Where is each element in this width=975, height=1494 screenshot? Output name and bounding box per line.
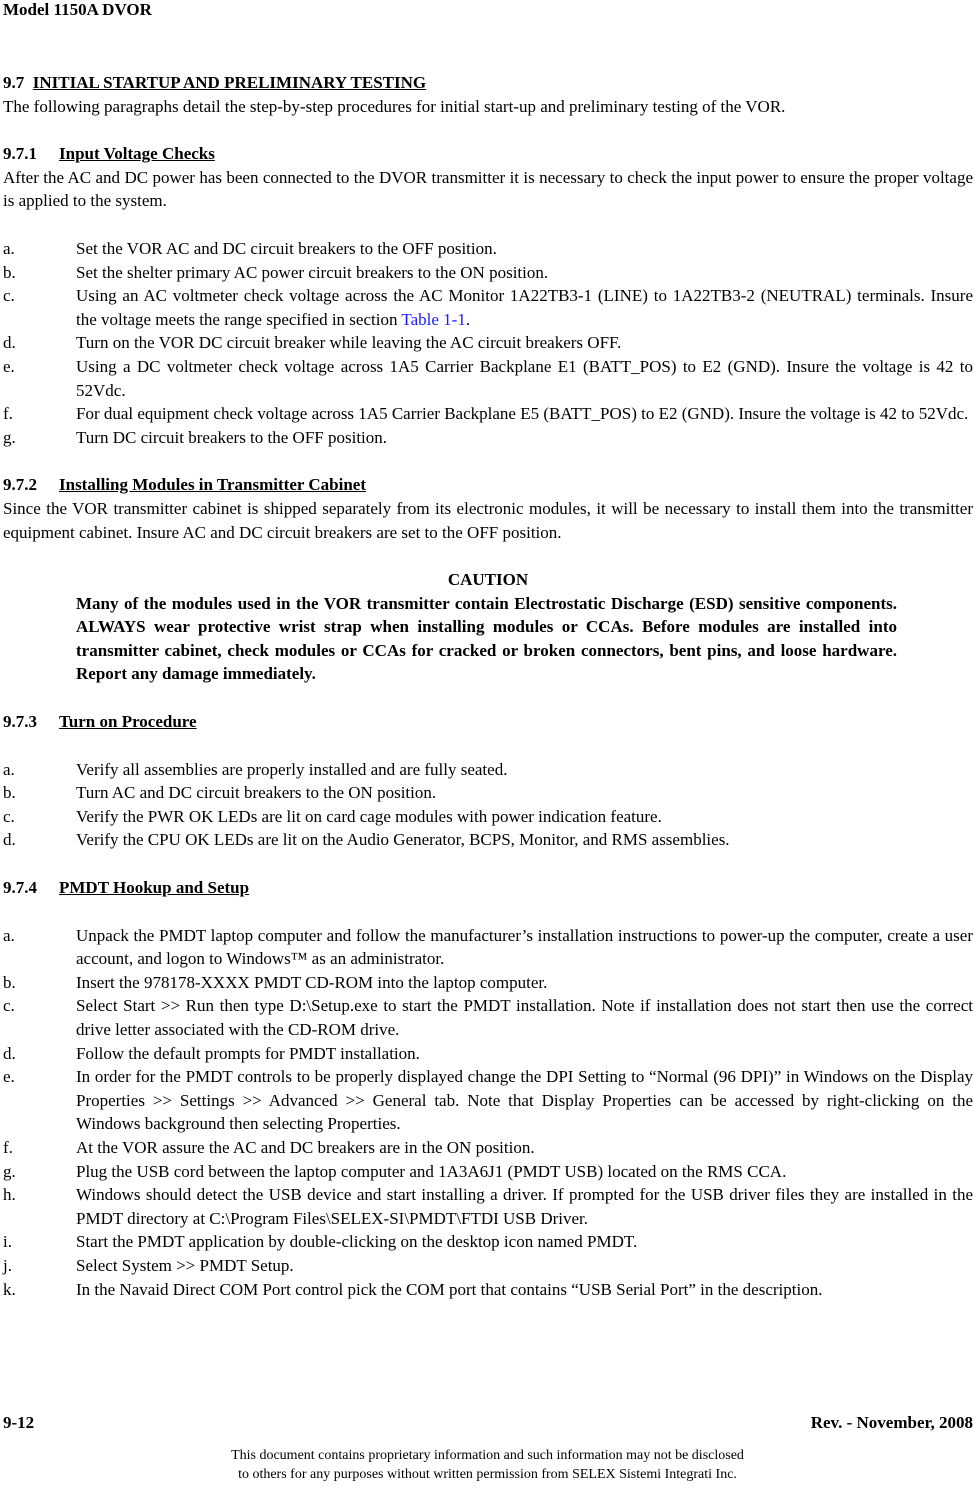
list-item: a. Unpack the PMDT laptop computer and follow the manufacturer’s installation instructions to power-up the computer, create a user account, and logon to Windows™ as an administrator. bbox=[3, 925, 973, 969]
list-item: b. Turn AC and DC circuit breakers to the ON position. bbox=[3, 783, 437, 803]
revision-date: Rev. - November, 2008 bbox=[810, 1413, 973, 1432]
subsection-intro: Since the VOR transmitter cabinet is shipped separately from its electronic modules, it will be necessary to install them into the transmitter equipment cabinet. Insure AC and DC circuit breakers are set to the OFF position. bbox=[3, 498, 973, 542]
list-item: b. Set the shelter primary AC power circuit breakers to the ON position. bbox=[3, 262, 549, 282]
list-item: g. Plug the USB cord between the laptop computer and 1A3A6J1 (PMDT USB) located on the RMS CCA. bbox=[3, 1161, 787, 1181]
section-title: INITIAL STARTUP AND PRELIMINARY TESTING bbox=[32, 73, 427, 92]
caution-title: CAUTION bbox=[447, 570, 529, 590]
list-item: c. Using an AC voltmeter check voltage across the AC Monitor 1A22TB3-1 (LINE) to 1A22TB3-2 (NEUTRAL) terminals. Insure the voltage meets the range specified in section Table 1-1. bbox=[3, 286, 973, 329]
subsection-number: 9.7.3 bbox=[3, 712, 37, 732]
document-header: Model 1150A DVOR bbox=[3, 0, 152, 19]
subsection-title: PMDT Hookup and Setup bbox=[59, 878, 250, 898]
subsection-heading-pmdt-setup bbox=[3, 876, 973, 900]
subsection-title: Input Voltage Checks bbox=[59, 144, 215, 164]
list-item: g. Turn DC circuit breakers to the OFF position. bbox=[3, 427, 388, 447]
list-item: a. Verify all assemblies are properly installed and are fully seated. bbox=[3, 759, 508, 779]
page-footer bbox=[3, 1411, 973, 1435]
list-item: k. In the Navaid Direct COM Port control pick the COM port that contains “USB Serial Port” in the description. bbox=[3, 1279, 823, 1299]
list-item: e. In order for the PMDT controls to be properly displayed change the DPI Setting to “Normal (96 DPI)” in Windows on the Display Properties >> Settings >> Advanced >> General tab. Note that Display Properties can be accessed by right-clicking on the Windows background then selecting Properties. bbox=[3, 1067, 973, 1134]
subsection-heading-turn-on bbox=[3, 710, 973, 734]
subsection-intro: After the AC and DC power has been connected to the DVOR transmitter it is necessary to check the input power to ensure the proper voltage is applied to the system. bbox=[3, 167, 973, 211]
page-content bbox=[3, 71, 973, 1301]
subsection-number: 9.7.1 bbox=[3, 144, 37, 164]
subsection-title: Turn on Procedure bbox=[59, 712, 197, 732]
turn-on-steps bbox=[3, 758, 973, 852]
caution-text: Many of the modules used in the VOR transmitter contain Electrostatic Discharge (ESD) sensitive components. ALWAYS wear protective wrist strap when installing modules or CCAs. Before modules are installed into transmitter cabinet, check modules or CCAs for cracked or broken connectors, bent pins, and loose hardware. Report any damage immediately. bbox=[76, 593, 897, 684]
list-item: b. Insert the 978178-XXXX PMDT CD-ROM into the laptop computer. bbox=[3, 972, 548, 992]
list-item: h. Windows should detect the USB device and start installing a driver. If prompted for the USB driver files they are installed in the PMDT directory at C:\Program Files\SELEX-SI\PMDT\FTDI USB Driver. bbox=[3, 1185, 973, 1228]
subsection-number: 9.7.2 bbox=[3, 475, 37, 495]
list-item: e. Using a DC voltmeter check voltage across 1A5 Carrier Backplane E1 (BATT_POS) to E2 (GND). Insure the voltage is 42 to 52Vdc. bbox=[3, 356, 973, 400]
list-item: d. Turn on the VOR DC circuit breaker while leaving the AC circuit breakers OFF. bbox=[3, 333, 622, 353]
list-item: i. Start the PMDT application by double-clicking on the desktop icon named PMDT. bbox=[3, 1232, 638, 1252]
subsection-number: 9.7.4 bbox=[3, 878, 37, 898]
subsection-title: Installing Modules in Transmitter Cabinet bbox=[59, 475, 366, 495]
section-heading bbox=[3, 71, 973, 95]
section-intro: The following paragraphs detail the step-by-step procedures for initial start-up and preliminary testing of the VOR. bbox=[3, 96, 786, 116]
section-number: 9.7 bbox=[3, 73, 25, 92]
list-item: j. Select System >> PMDT Setup. bbox=[3, 1255, 294, 1275]
list-item: f. At the VOR assure the AC and DC breakers are in the ON position. bbox=[3, 1137, 535, 1157]
proprietary-notice: This document contains proprietary information and such information may not be disclosed to others for any purposes without written permission from SELEX Sistemi Integrati Inc. bbox=[231, 1448, 744, 1482]
page-number: 9-12 bbox=[3, 1413, 35, 1432]
list-item: c. Select Start >> Run then type D:\Setup.exe to start the PMDT installation. Note if installation does not start then use the correct drive letter associated with the CD-ROM drive. bbox=[3, 996, 973, 1039]
input-voltage-steps bbox=[3, 237, 973, 449]
subsection-heading-installing-modules bbox=[3, 473, 973, 497]
table-1-1-link[interactable]: Table 1-1 bbox=[401, 309, 466, 329]
list-item: d. Follow the default prompts for PMDT installation. bbox=[3, 1043, 420, 1063]
pmdt-setup-steps bbox=[3, 924, 973, 1302]
list-item: d. Verify the CPU OK LEDs are lit on the Audio Generator, BCPS, Monitor, and RMS assemblies. bbox=[3, 830, 730, 850]
list-item: c. Verify the PWR OK LEDs are lit on card cage modules with power indication feature. bbox=[3, 806, 662, 826]
subsection-heading-input-voltage bbox=[3, 142, 973, 166]
list-item: f. For dual equipment check voltage across 1A5 Carrier Backplane E5 (BATT_POS) to E2 (GND). Insure the voltage is 42 to 52Vdc. bbox=[3, 404, 969, 424]
list-item: a. Set the VOR AC and DC circuit breakers to the OFF position. bbox=[3, 238, 497, 258]
